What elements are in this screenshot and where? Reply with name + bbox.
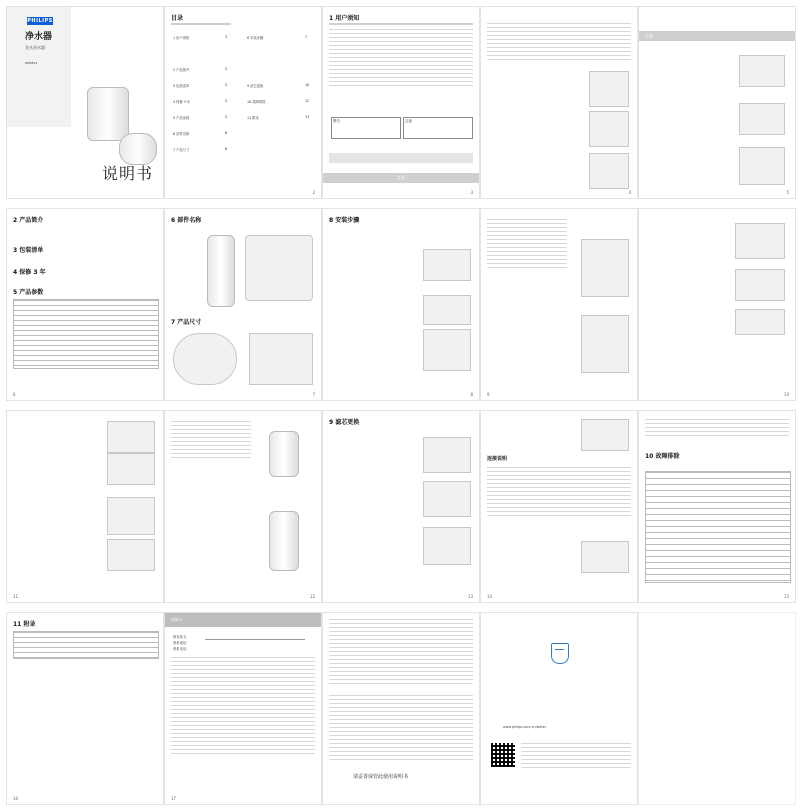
illustration — [423, 295, 471, 325]
illustration — [589, 153, 629, 189]
website[interactable]: www.philips.com.cn/water — [503, 725, 547, 729]
parts-exploded — [245, 235, 313, 301]
illustration — [735, 309, 785, 335]
certificate-block — [329, 695, 473, 761]
section-title: 2 产品简介 — [13, 217, 44, 224]
page-number: 6 — [13, 392, 16, 397]
page-8 — [322, 208, 480, 401]
stamp-page — [322, 612, 480, 805]
field-customer: 顾客姓名： — [173, 635, 190, 639]
toc-page-num: 5 — [225, 115, 228, 119]
field-line — [205, 639, 305, 640]
illustration — [269, 511, 299, 571]
legal-block — [521, 743, 631, 769]
section-title: 6 部件名称 — [171, 217, 202, 224]
certificate-block — [329, 619, 473, 685]
page-14 — [480, 410, 638, 603]
toc-item[interactable]: 9 滤芯更换 — [247, 84, 264, 88]
troubleshoot-table — [645, 471, 791, 583]
page-number: 7 — [312, 392, 315, 397]
field-address: 联系地址： — [173, 641, 190, 645]
illustration — [423, 249, 471, 281]
toc-page-num: 6 — [225, 147, 228, 151]
text-block — [171, 421, 251, 461]
toc-item[interactable]: 7 产品尺寸 — [173, 148, 190, 152]
section-title: 8 安装步骤 — [329, 217, 360, 224]
text-block — [487, 467, 631, 517]
illustration — [107, 421, 155, 453]
page-number: 16 — [13, 796, 19, 801]
warranty-terms — [171, 657, 315, 757]
text-block — [645, 419, 789, 439]
warranty-title: 保修卡 — [165, 613, 321, 627]
note-bar: 注意 — [323, 173, 479, 183]
section-title: 9 滤芯更换 — [329, 419, 360, 426]
text-block — [487, 219, 567, 269]
page-number: 10 — [783, 392, 789, 397]
toc-item[interactable]: 8 安装步骤 — [247, 36, 264, 40]
page-number: 12 — [309, 594, 315, 599]
product-name: 净水器 — [25, 32, 53, 42]
page-number: 8 — [470, 392, 473, 397]
toc-item[interactable]: 6 部件名称 — [173, 132, 190, 136]
field-phone: 联系电话： — [173, 647, 190, 651]
illustration — [423, 527, 471, 565]
illustration — [581, 541, 629, 573]
section-title: 连接说明 — [487, 456, 508, 462]
warning-box — [331, 117, 401, 139]
manual-sheet — [6, 6, 796, 804]
illustration — [107, 497, 155, 535]
toc-item[interactable]: 5 产品参数 — [173, 116, 190, 120]
toc-page-num: 3 — [225, 35, 228, 39]
part-diagram — [207, 235, 235, 307]
manual-title: 说明书 — [101, 164, 153, 183]
page-15 — [638, 410, 796, 603]
blank-page — [638, 612, 796, 805]
philips-logo: PHILIPS — [27, 18, 53, 24]
attention-bar: 注意 — [639, 31, 795, 41]
product-image-main — [87, 87, 129, 141]
page-10 — [638, 208, 796, 401]
section-title: 1 用户须知 — [329, 15, 360, 22]
product-subtitle: 龙头净水器 — [25, 45, 45, 50]
illustration — [739, 147, 785, 185]
keep-manual-caption: 请妥善保管此使用说明书 — [353, 774, 409, 780]
appendix-table — [13, 631, 159, 659]
toc-page-num: 13 — [305, 115, 310, 119]
toc-item[interactable]: 4 保修 3 年 — [173, 100, 191, 104]
philips-shield-icon — [551, 643, 569, 664]
illustration — [589, 71, 629, 107]
section-title: 5 产品参数 — [13, 289, 44, 296]
illustration — [107, 453, 155, 485]
illustration — [269, 431, 299, 477]
toc-item[interactable]: 3 包装清单 — [173, 84, 190, 88]
illustration — [581, 239, 629, 297]
toc-item[interactable]: 10 故障排除 — [247, 100, 266, 104]
page-number: 14 — [487, 594, 493, 599]
warranty-page — [164, 612, 322, 805]
toc-page-num: 5 — [225, 99, 228, 103]
illustration — [423, 481, 471, 517]
cover-model: WP3811 — [25, 61, 38, 65]
page-12 — [164, 410, 322, 603]
illustration — [581, 419, 629, 451]
page-number: 2 — [312, 190, 315, 195]
warning-label: 警告 — [333, 119, 340, 123]
back-cover — [480, 612, 638, 805]
page-5 — [638, 6, 796, 199]
illustration — [735, 269, 785, 301]
illustration — [107, 539, 155, 571]
illustration — [581, 315, 629, 373]
section-title: 3 包装清单 — [13, 247, 44, 254]
page-16 — [6, 612, 164, 805]
page-number: 15 — [783, 594, 789, 599]
icon-strip — [329, 153, 473, 163]
page-number: 3 — [470, 190, 473, 195]
page-7 — [164, 208, 322, 401]
page-number: 17 — [171, 796, 177, 801]
toc-page-num: 5 — [225, 67, 228, 71]
page-9 — [480, 208, 638, 401]
toc-page — [164, 6, 322, 199]
page-number: 9 — [487, 392, 490, 397]
page-3 — [322, 6, 480, 199]
section-title: 4 保修 3 年 — [13, 269, 46, 276]
page-number: 11 — [13, 594, 19, 599]
qr-code-icon — [491, 743, 515, 767]
page-11 — [6, 410, 164, 603]
toc-item[interactable]: 2 产品简介 — [173, 68, 190, 72]
toc-page-num: 7 — [305, 35, 308, 39]
page-6 — [6, 208, 164, 401]
page-13 — [322, 410, 480, 603]
illustration — [423, 329, 471, 371]
page-number: 13 — [467, 594, 473, 599]
cover-product-name — [25, 29, 52, 51]
section-title: 7 产品尺寸 — [171, 319, 202, 326]
dimension-view — [249, 333, 313, 385]
illustration — [739, 103, 785, 135]
toc-page-num: 6 — [225, 131, 228, 135]
caution-box — [403, 117, 473, 139]
illustration — [735, 223, 785, 259]
illustration — [589, 111, 629, 147]
page-4 — [480, 6, 638, 199]
cover-page — [6, 6, 164, 199]
toc-page-num: 10 — [305, 83, 310, 87]
toc-rule — [171, 23, 231, 25]
toc-item[interactable]: 11 附录 — [247, 116, 259, 120]
text-block — [487, 23, 631, 63]
page-number: 5 — [786, 190, 789, 195]
caution-label: 注意 — [405, 119, 412, 123]
text-block — [329, 29, 473, 89]
spec-table — [13, 299, 159, 369]
toc-page-num: 12 — [305, 99, 310, 103]
illustration — [423, 437, 471, 473]
toc-page-num: 5 — [225, 83, 228, 87]
illustration — [739, 55, 785, 87]
dimension-view — [173, 333, 237, 385]
section-title: 10 故障排除 — [645, 453, 680, 460]
toc-item[interactable]: 1 用户须知 — [173, 36, 190, 40]
page-number: 4 — [628, 190, 631, 195]
section-title: 11 附录 — [13, 621, 36, 628]
cover-band — [7, 7, 71, 127]
toc-title: 目录 — [171, 15, 184, 22]
section-rule — [329, 23, 473, 25]
